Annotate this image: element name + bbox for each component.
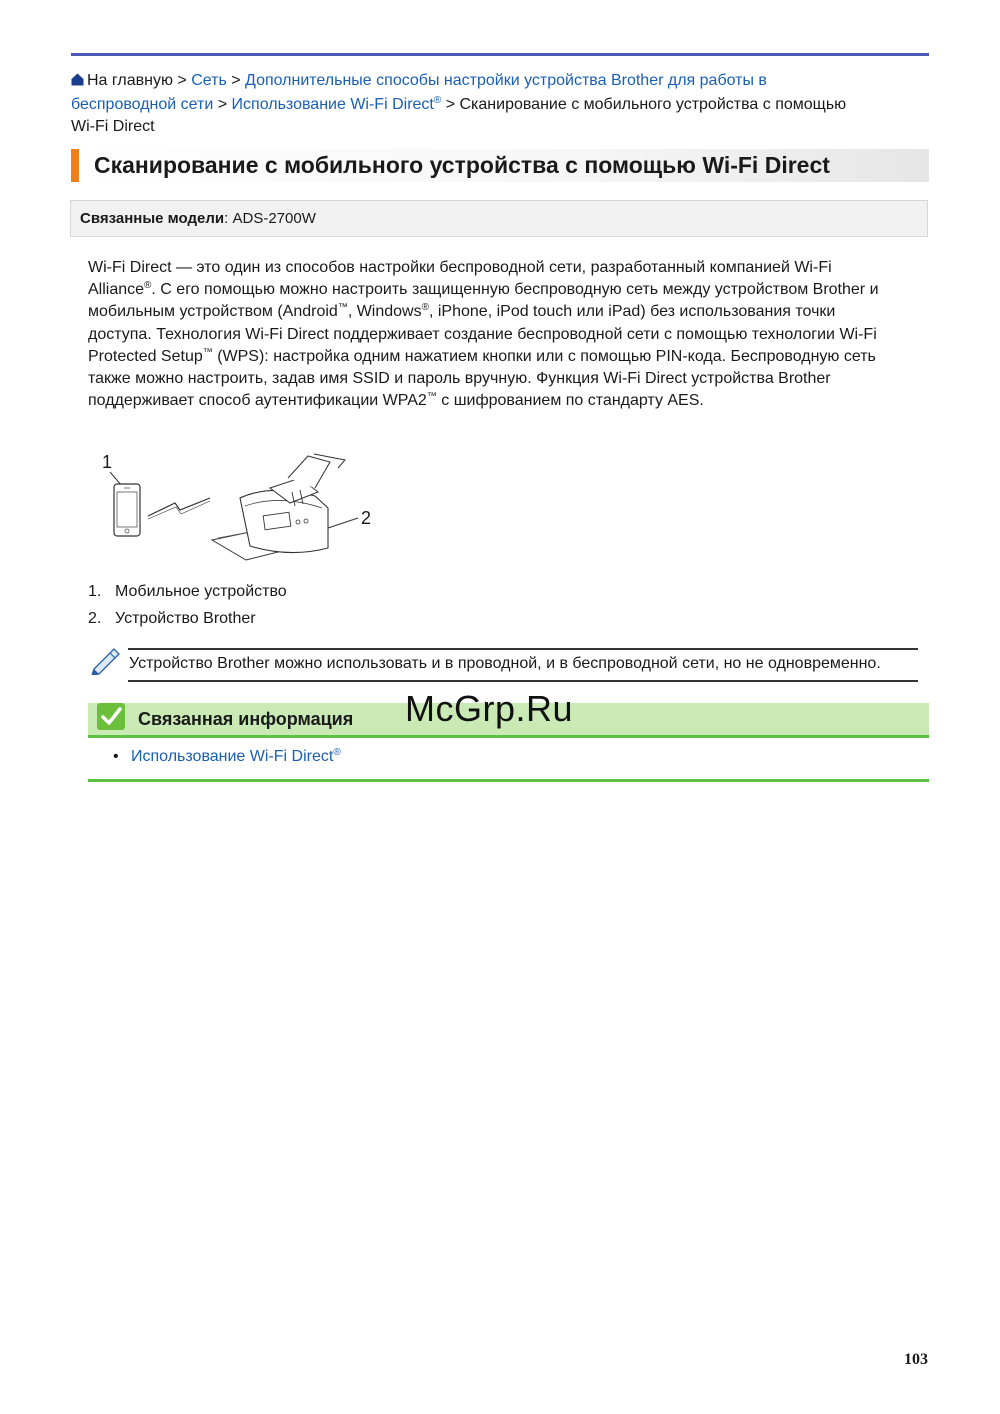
- wifi-direct-illustration: [100, 448, 380, 568]
- note-box: [88, 642, 928, 688]
- breadcrumb-link-additional-setup[interactable]: Дополнительные способы настройки устройства Brother для работы в: [245, 72, 767, 89]
- related-link-wifi-direct[interactable]: Использование Wi-Fi Direct®: [131, 747, 341, 765]
- page-title: Сканирование с мобильного устройства с помощью Wi-Fi Direct: [94, 152, 830, 178]
- pencil-note-icon: [88, 645, 122, 680]
- watermark: McGrp.Ru: [405, 688, 574, 729]
- list-item: 2. Устройство Brother: [88, 610, 256, 627]
- page-title-bar: [71, 149, 929, 182]
- checkmark-icon: [97, 703, 125, 730]
- title-accent: [71, 149, 79, 182]
- page-number: 103: [904, 1351, 928, 1368]
- home-icon[interactable]: [71, 71, 84, 94]
- related-links: • Использование Wi-Fi Direct®: [113, 747, 341, 765]
- related-info-title: Связанная информация: [138, 709, 354, 729]
- callout-2: 2: [361, 508, 372, 528]
- related-models-box: Связанные модели: ADS-2700W: [70, 200, 928, 237]
- breadcrumb-link-additional-setup-cont[interactable]: беспроводной сети: [71, 95, 214, 113]
- legend-list: [88, 582, 287, 636]
- breadcrumb-current: Сканирование с мобильного устройства с помощью: [459, 95, 847, 113]
- breadcrumb-link-network[interactable]: Сеть: [191, 72, 227, 89]
- breadcrumb-current-cont: Wi-Fi Direct: [71, 118, 155, 135]
- body-paragraph: Wi-Fi Direct — это один из способов настройки беспроводной сети, разработанный компанией Wi-Fi Alliance®. С его помощью можно настроить защищенную беспроводную сеть между устройством Brother и мобильным устройством (Android™, Windows®, iPhone, iPod touch или iPad) без использования точки доступа. Технология Wi-Fi Direct поддерживает создание беспроводной сети с помощью технологии Wi-Fi Protected Setup™ (WPS): настройка одним нажатием кнопки или с помощью PIN-кода. Беспроводную сеть также можно настроить, задав имя SSID и пароль вручную. Функция Wi-Fi Direct устройства Brother поддерживает способ аутентификации WPA2™ с шифрованием по стандарту AES.: [88, 259, 879, 410]
- related-bottom-rule: [88, 779, 929, 782]
- smartphone-icon: [114, 484, 140, 536]
- list-item: 1. Мобильное устройство: [88, 583, 287, 600]
- models-value: ADS-2700W: [232, 210, 316, 227]
- breadcrumb-link-wifi-direct[interactable]: Использование Wi-Fi Direct®: [231, 94, 442, 113]
- callout-1: 1: [102, 452, 113, 472]
- top-rule: [71, 53, 929, 56]
- breadcrumb: На главную > Сеть > Дополнительные способы настройки устройства Brother для работы в беспроводной сети > Использование Wi-Fi Direct® > Сканирование с мобильного устройства с помощью Wi-Fi Direct: [71, 72, 847, 135]
- scanner-icon: [212, 454, 345, 560]
- breadcrumb-home[interactable]: На главную: [87, 72, 173, 89]
- wireless-signal-icon: [148, 498, 210, 519]
- note-text: Устройство Brother можно использовать и в проводной, и в беспроводной сети, но не одновременно.: [129, 655, 881, 672]
- models-label: Связанные модели: [80, 210, 225, 227]
